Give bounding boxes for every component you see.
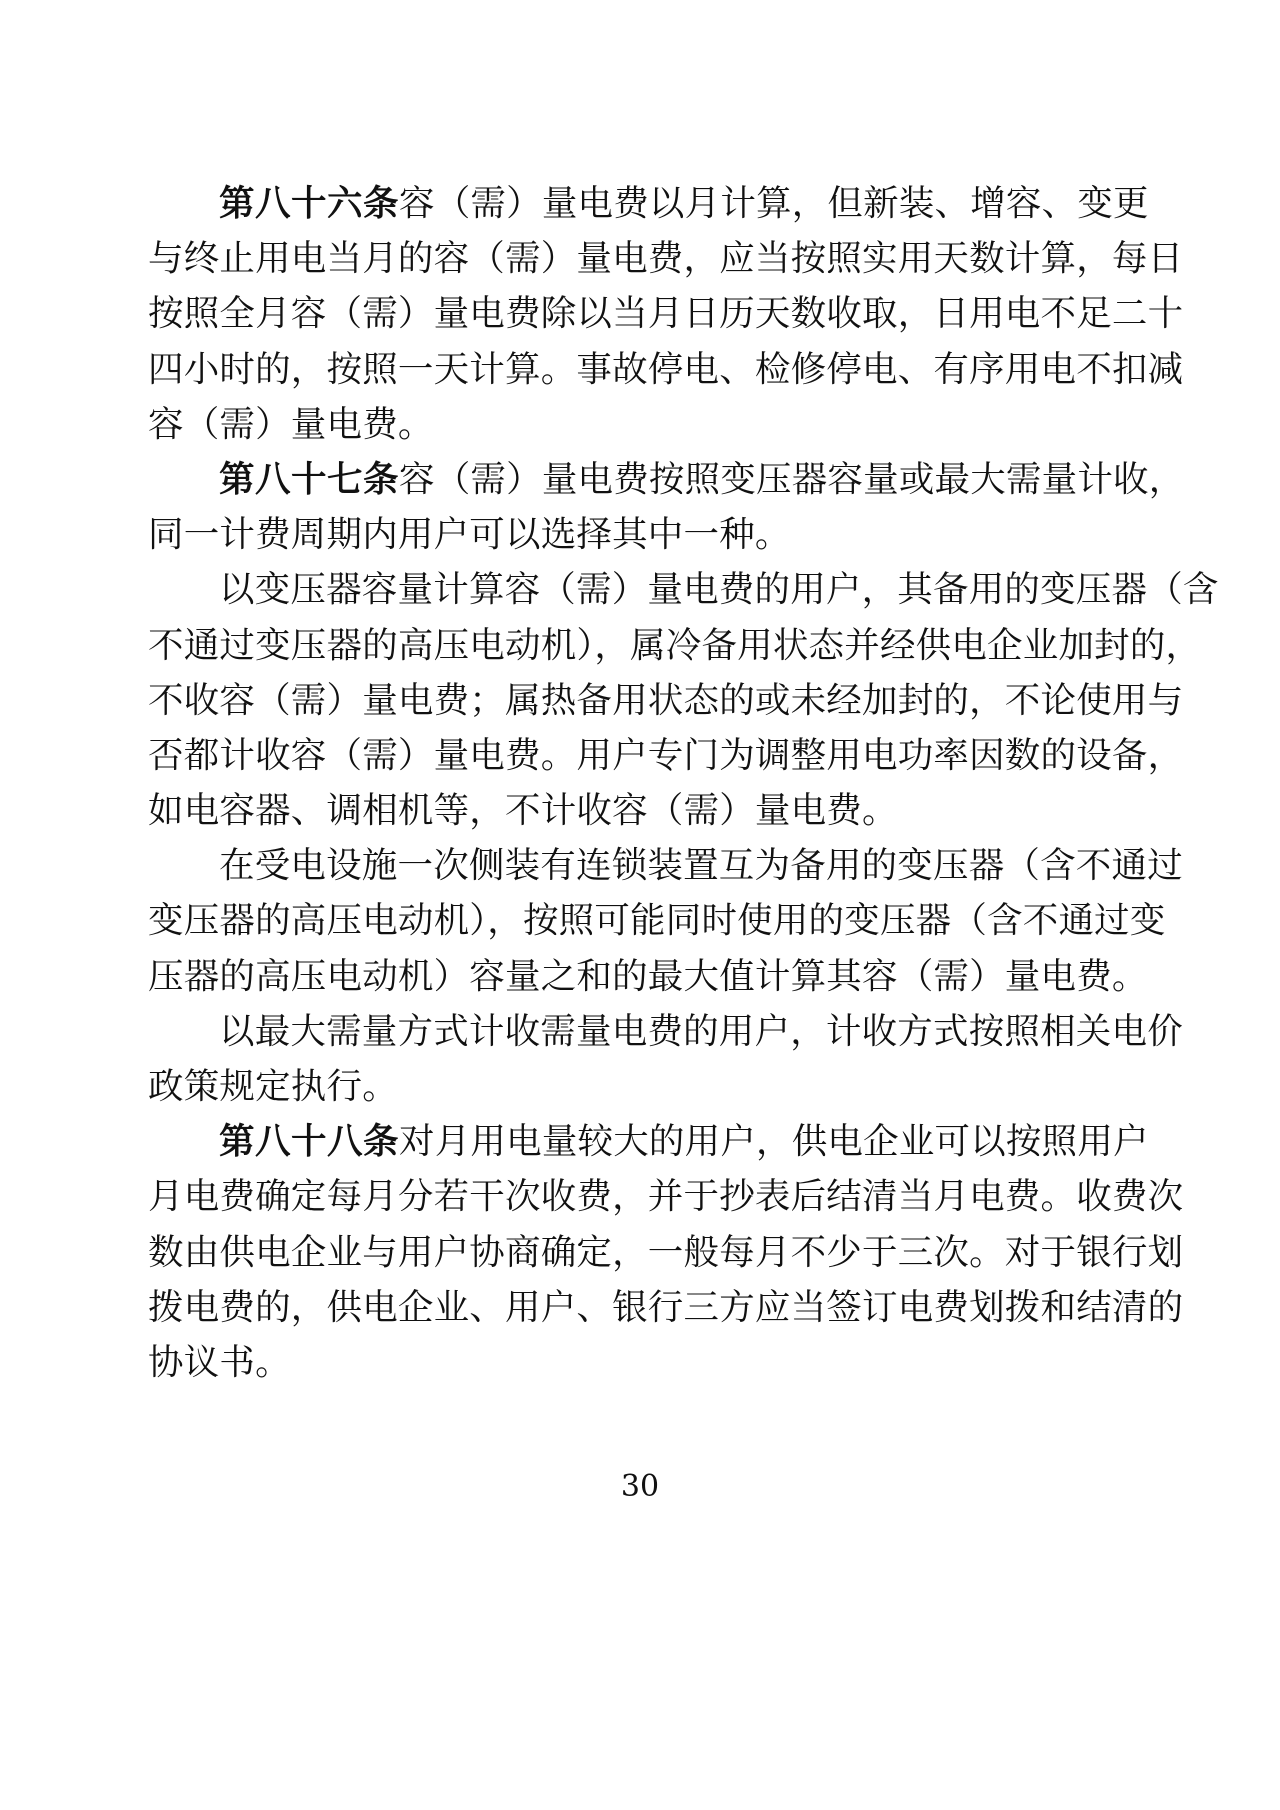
text-line: 同一计费周期内用户可以选择其中一种。 [148,514,791,556]
text-line: 政策规定执行。 [148,1066,398,1107]
text-line [219,176,1149,231]
paragraph-article-87-p2 [148,562,1219,838]
text-line: 与终止用电当月的容（需）量电费，应当按照实用天数计算，每日 [148,238,1184,280]
text-line: 以最大需量方式计收需量电费的用户，计收方式按照相关电价 [219,1010,1183,1052]
page-body [148,176,1219,1390]
paragraph-article-87-p4 [148,1004,1183,1114]
text-line: 在受电设施一次侧装有连锁装置互为备用的变压器（含不通过 [219,845,1183,887]
text-line: 数由供电企业与用户协商确定，一般每月不少于三次。对于银行划 [148,1231,1184,1273]
paragraph-article-87-p3 [148,838,1183,1004]
text-line: 不通过变压器的高压电动机），属冷备用状态并经供电企业加封的， [148,624,1202,666]
line-text: 对月用电量较大的用户，供电企业可以按照用户 [399,1121,1149,1163]
paragraph-article-88 [148,1114,1184,1390]
text-line: 容（需）量电费。 [148,403,434,445]
text-line: 否都计收容（需）量电费。用户专门为调整用电功率因数的设备， [148,734,1184,776]
paragraph-article-86 [148,176,1184,452]
text-line: 如电容器、调相机等，不计收容（需）量电费。 [148,790,898,832]
paragraph-article-87 [148,452,1185,562]
page-number: 30 [620,1469,660,1504]
text-line: 协议书。 [148,1341,291,1383]
article-label: 第八十七条 [219,458,400,500]
text-line: 不收容（需）量电费；属热备用状态的或未经加封的，不论使用与 [148,679,1184,721]
text-line: 四小时的，按照一天计算。事故停电、检修停电、有序用电不扣减 [148,348,1184,390]
line-text: 容（需）量电费按照变压器容量或最大需量计收， [399,458,1185,500]
text-line [219,452,1185,507]
line-text: 容（需）量电费以月计算，但新装、增容、变更 [399,183,1149,224]
text-line: 按照全月容（需）量电费除以当月日历天数收取，日用电不足二十 [148,293,1184,335]
text-line: 拨电费的，供电企业、用户、银行三方应当签订电费划拨和结清的 [148,1286,1184,1328]
article-label: 第八十八条 [219,1121,400,1163]
article-label: 第八十六条 [219,183,400,224]
text-line: 压器的高压电动机）容量之和的最大值计算其容（需）量电费。 [148,955,1148,997]
text-line [219,1114,1149,1169]
text-line: 月电费确定每月分若干次收费，并于抄表后结清当月电费。收费次 [148,1176,1184,1218]
page-footer [0,1470,1280,1504]
text-line: 变压器的高压电动机），按照可能同时使用的变压器（含不通过变 [148,900,1166,942]
text-line: 以变压器容量计算容（需）量电费的用户，其备用的变压器（含 [219,569,1219,611]
